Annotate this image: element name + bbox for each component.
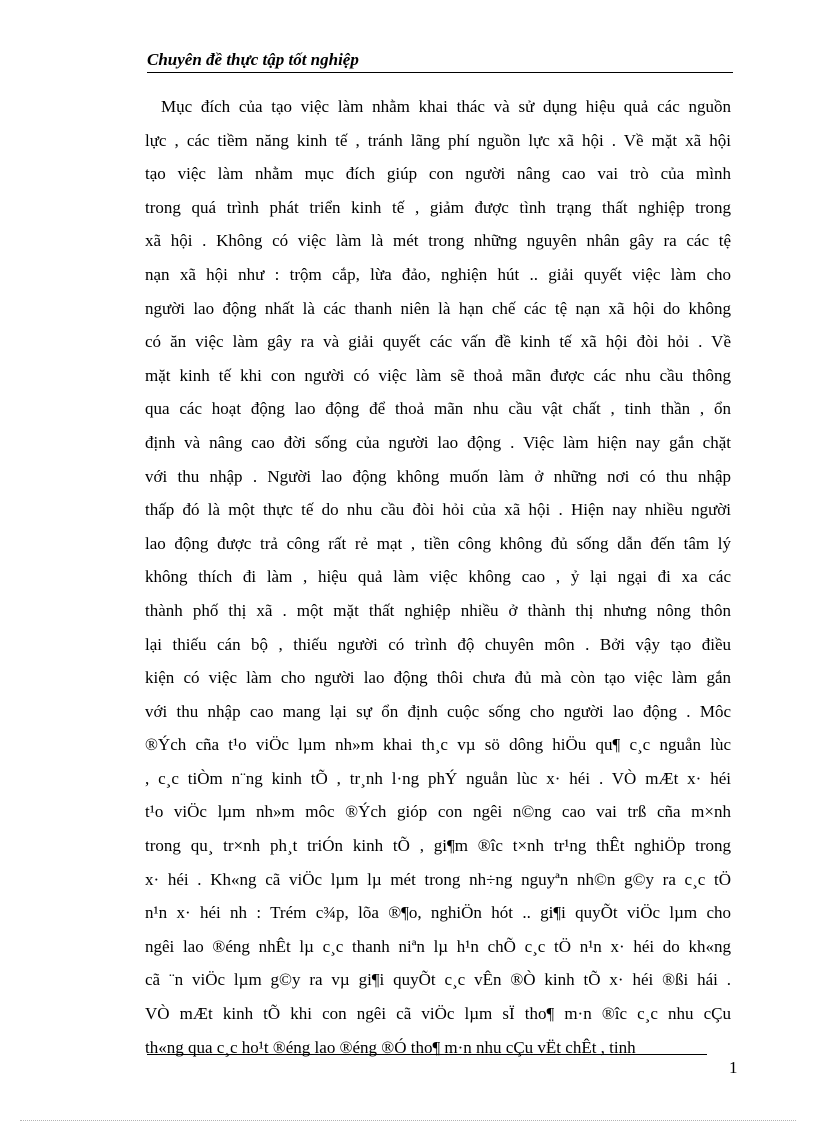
text-line: lao động được trả công rất rẻ mạt , tiền công không đủ sống dẫn đến tâm lý bbox=[145, 533, 731, 553]
text-line: t¹o viÖc lµm nh»m môc ®Ých gióp con ngêi n©ng cao vai trß cña m×nh bbox=[145, 802, 731, 822]
text-line: với thu nhập . Người lao động không muốn làm ở những nơi có thu nhập bbox=[145, 466, 731, 486]
text-line: thấp đó là một thực tế do nhu cầu đòi hỏi của xã hội . Hiện nay nhiều người bbox=[145, 500, 731, 520]
text-line: x· héi . Kh«ng cã viÖc lµm lµ mét trong nh÷ng nguyªn nh©n g©y ra c¸c tÖ bbox=[145, 869, 731, 889]
text-line: định và nâng cao đời sống của người lao động . Việc làm hiện nay gắn chặt bbox=[145, 432, 731, 452]
text-line: ®Ých cña t¹o viÖc lµm nh»m khai th¸c vµ sö dông hiÖu qu¶ c¸c nguån lùc bbox=[145, 735, 731, 755]
text-line: trong qu¸ tr×nh ph¸t triÓn kinh tÕ , gi¶m ®îc t×nh tr¹ng thÊt nghiÖp trong bbox=[145, 836, 731, 856]
footer-divider bbox=[147, 1054, 707, 1055]
text-line: kiện có việc làm cho người lao động thôi chưa đủ mà còn tạo việc làm gắn bbox=[145, 668, 731, 688]
text-line: , c¸c tiÒm n¨ng kinh tÕ , tr¸nh l·ng phÝ nguån lùc x· héi . VÒ mÆt x· héi bbox=[145, 768, 731, 788]
text-line: tạo việc làm nhằm mục đích giúp con người nâng cao vai trò của mình bbox=[145, 164, 731, 184]
page-boundary bbox=[20, 1120, 796, 1121]
page-number: 1 bbox=[729, 1058, 738, 1077]
text-line: nạn xã hội như : trộm cắp, lừa đảo, nghiện hút .. giải quyết việc làm cho bbox=[145, 264, 731, 284]
text-line: lực , các tiềm năng kinh tế , tránh lãng phí nguồn lực xã hội . Về mặt xã hội bbox=[145, 130, 731, 150]
text-line: VÒ mÆt kinh tÕ khi con ngêi cã viÖc lµm sÏ tho¶ m·n ®îc c¸c nhu cÇu bbox=[145, 1004, 731, 1024]
text-line: Mục đích của tạo việc làm nhằm khai thác và sử dụng hiệu quả các nguồn bbox=[161, 97, 731, 116]
text-line: không thích đi làm , hiệu quả làm việc không cao , ỷ lại ngại đi xa các bbox=[145, 567, 731, 587]
text-line: lại thiếu cán bộ , thiếu người có trình độ chuyên môn . Bởi vậy tạo điều bbox=[145, 634, 731, 654]
text-line: xã hội . Không có việc làm là mét trong những nguyên nhân gây ra các tệ bbox=[145, 231, 731, 251]
document-title: Chuyên đề thực tập tốt nghiệp bbox=[147, 50, 359, 69]
text-line: th«ng qua c¸c ho¹t ®éng lao ®éng ®Ó tho¶ m·n nhu cÇu vËt chÊt , tinh bbox=[145, 1037, 636, 1057]
text-line: mặt kinh tế khi con người có việc làm sẽ thoả mãn được các nhu cầu thông bbox=[145, 365, 731, 385]
text-line: người lao động nhất là các thanh niên là hạn chế các tệ nạn xã hội do không bbox=[145, 298, 731, 318]
text-line: trong quá trình phát triển kinh tế , giảm được tình trạng thất nghiệp trong bbox=[145, 197, 731, 217]
text-line: qua các hoạt động lao động để thoả mãn nhu cầu vật chất , tinh thần , ổn bbox=[145, 399, 731, 419]
text-line: cã ¨n viÖc lµm g©y ra vµ gi¶i quyÕt c¸c vÊn ®Ò kinh tÕ x· héi ®ßi hái . bbox=[145, 970, 731, 990]
page-header bbox=[147, 50, 733, 73]
text-line: với thu nhập cao mang lại sự ổn định cuộc sống cho người lao động . Môc bbox=[145, 701, 731, 721]
text-line: có ăn việc làm gây ra và giải quyết các vấn đề kinh tế xã hội đòi hỏi . Về bbox=[145, 332, 731, 352]
text-line: n¹n x· héi nh : Trém c¾p, lõa ®¶o, nghiÖn hót .. gi¶i quyÕt viÖc lµm cho bbox=[145, 903, 731, 923]
text-line: ngêi lao ®éng nhÊt lµ c¸c thanh niªn lµ h¹n chÕ c¸c tÖ n¹n x· héi do kh«ng bbox=[145, 936, 731, 956]
body-text bbox=[145, 90, 731, 1064]
text-line: thành phố thị xã . một mặt thất nghiệp nhiều ở thành thị nhưng nông thôn bbox=[145, 600, 731, 620]
